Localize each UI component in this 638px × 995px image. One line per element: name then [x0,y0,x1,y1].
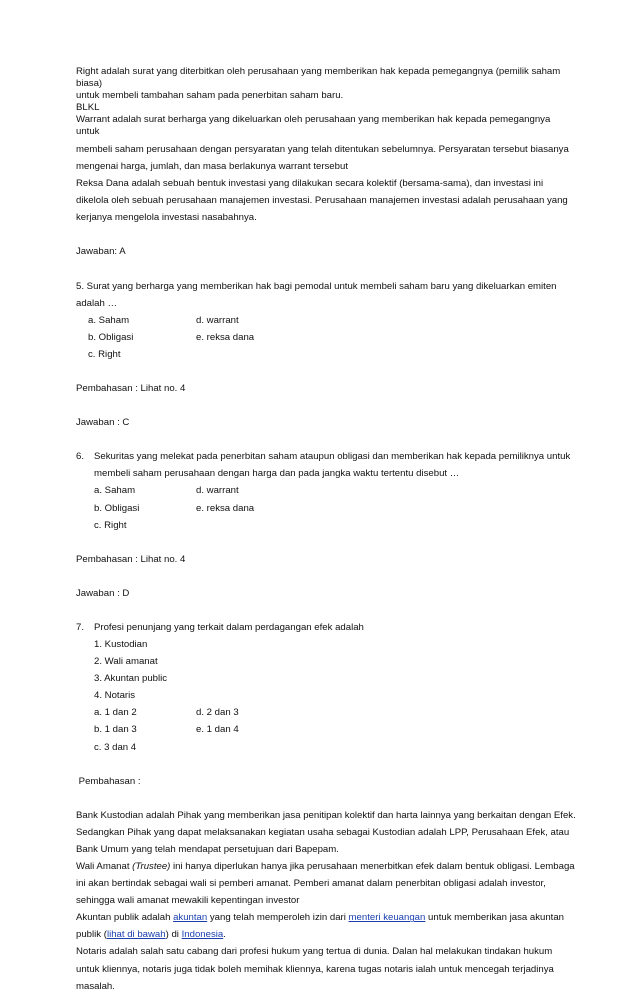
q5-options-row3 [76,346,576,363]
q5-answer: Jawaban : C [76,417,130,429]
q7-item: 2. Wali amanat [94,656,158,668]
q7-discussion-heading: Pembahasan : [76,775,141,787]
akuntan-text: untuk memberikan jasa akuntan publik ( [76,912,565,941]
wali-term: (Trustee) [132,861,171,872]
q6-options-row2 [76,500,576,517]
q6-options-row1 [76,482,576,499]
q6-answer: Jawaban : D [76,587,130,599]
warrant-first-line: Warrant adalah surat berharga yang dikeluarkan oleh perusahaan yang memberikan hak kepada pemegangnya untuk [76,114,551,137]
akuntan-text: . [223,929,226,941]
q7-number: 7. [76,621,85,633]
q5-option-a: a. Saham [88,314,130,326]
right-definition-line2: untuk membeli tambahan saham pada penerbitan saham baru. [76,90,344,101]
kustodian-explanation: Bank Kustodian adalah Pihak yang memberikan jasa penitipan kolektif dan harta lainnya yang berkaitan dengan Efek. Sedangkan Pihak yang dapat melaksanakan kegiatan usaha sebagai Kustodian adalah LPP, Perusahaan Efek, atau Bank Umum yang telah mendapat persetujuan dari Bapepam. [76,809,576,855]
wali-amanat-explanation [76,858,576,909]
q6-number: 6. [76,451,85,463]
q7-options-row2 [76,721,576,738]
document-page [76,66,576,995]
akuntan-text: yang telah memperoleh izin dari [207,912,349,924]
q7-option-d: d. 2 dan 3 [196,707,239,719]
wali-prefix: Wali Amanat [76,861,133,872]
q7-options-row1 [76,704,576,721]
q5-option-c: c. Right [88,348,121,360]
q6-discussion: Pembahasan : Lihat no. 4 [76,553,186,565]
q5-options-row1 [76,312,576,329]
q7-option-c: c. 3 dan 4 [94,741,137,753]
q7-item: 3. Akuntan public [94,673,168,685]
q6-option-a: a. Saham [94,485,136,497]
warrant-continuation: membeli saham perusahaan dengan persyaratan yang telah ditentukan sebelumnya. Persyaratan tersebut biasanya mengenai harga, jumlah, dan masa berlakunya warrant tersebut [76,144,569,173]
q7-option-a: a. 1 dan 2 [94,707,137,719]
q6-option-d: d. warrant [196,485,239,497]
reksa-dana-definition: Reksa Dana adalah sebuah bentuk investasi yang dilakukan secara kolektif (bersama-sama), dan investasi ini dikelola oleh sebuah perusahaan manajemen investasi. Perusahaan manajemen investasi adalah perusahaan yang kerjanya mengelola investasi nasabahnya. [76,178,568,224]
question-6 [76,448,576,482]
q7-text: Profesi penunjang yang terkait dalam perdagangan efek adalah [94,621,364,633]
right-definition-line1: Right adalah surat yang diterbitkan oleh perusahaan yang memberikan hak kepada pemegangnya (pemilik saham biasa) [76,66,561,89]
akuntan-explanation [76,909,576,943]
q6-option-c: c. Right [94,519,127,531]
q5-option-b: b. Obligasi [88,331,134,343]
q6-options-row3 [76,517,576,534]
q7-option-b: b. 1 dan 3 [94,724,137,736]
q7-item: 1. Kustodian [94,638,148,650]
indonesia-link[interactable]: Indonesia [181,929,224,941]
q7-options-row3 [76,739,576,756]
akuntan-link[interactable]: akuntan [173,912,208,924]
menteri-keuangan-link[interactable]: menteri keuangan [348,912,426,924]
lihat-di-bawah-link[interactable]: lihat di bawah [106,929,166,941]
q6-option-e: e. reksa dana [196,502,255,514]
q7-option-e: e. 1 dan 4 [196,724,239,736]
q6-text: Sekuritas yang melekat pada penerbitan saham ataupun obligasi dan memberikan hak kepada pemiliknya untuk membeli saham perusahaan dengan harga dan pada jangka waktu tertentu disebut … [94,451,571,480]
question-5: 5. Surat yang berharga yang memberikan hak bagi pemodal untuk membeli saham baru yang dikeluarkan emiten adalah … [76,280,557,309]
question-7 [76,619,576,636]
q5-discussion: Pembahasan : Lihat no. 4 [76,383,186,395]
q5-options-row2 [76,329,576,346]
q6-option-b: b. Obligasi [94,502,140,514]
akuntan-text: Akuntan publik adalah [76,912,174,924]
wali-rest: ini hanya diperlukan hanya jika perusahaan menerbitkan efek dalam bentuk obligasi. Lembaga ini akan bertindak sebagai wali si pemberi amanat. Pemberi amanat dalam penerbitan obligasi adalah investor, sehingga wali amanat mewakili kepentingan investor [76,861,575,907]
blkl-label: BLKL [76,102,100,113]
akuntan-text: ) di [165,929,182,941]
q5-option-d: d. warrant [196,314,239,326]
q7-item: 4. Notaris [94,690,136,702]
notaris-explanation: Notaris adalah salah satu cabang dari profesi hukum yang tertua di dunia. Dalan hal melakukan tindakan hukum untuk kliennya, notaris juga tidak boleh memihak kliennya, karena tugas notaris ialah untuk mencegah terjadinya masalah. [76,946,554,992]
answer-4: Jawaban: A [76,246,126,258]
q5-option-e: e. reksa dana [196,331,255,343]
